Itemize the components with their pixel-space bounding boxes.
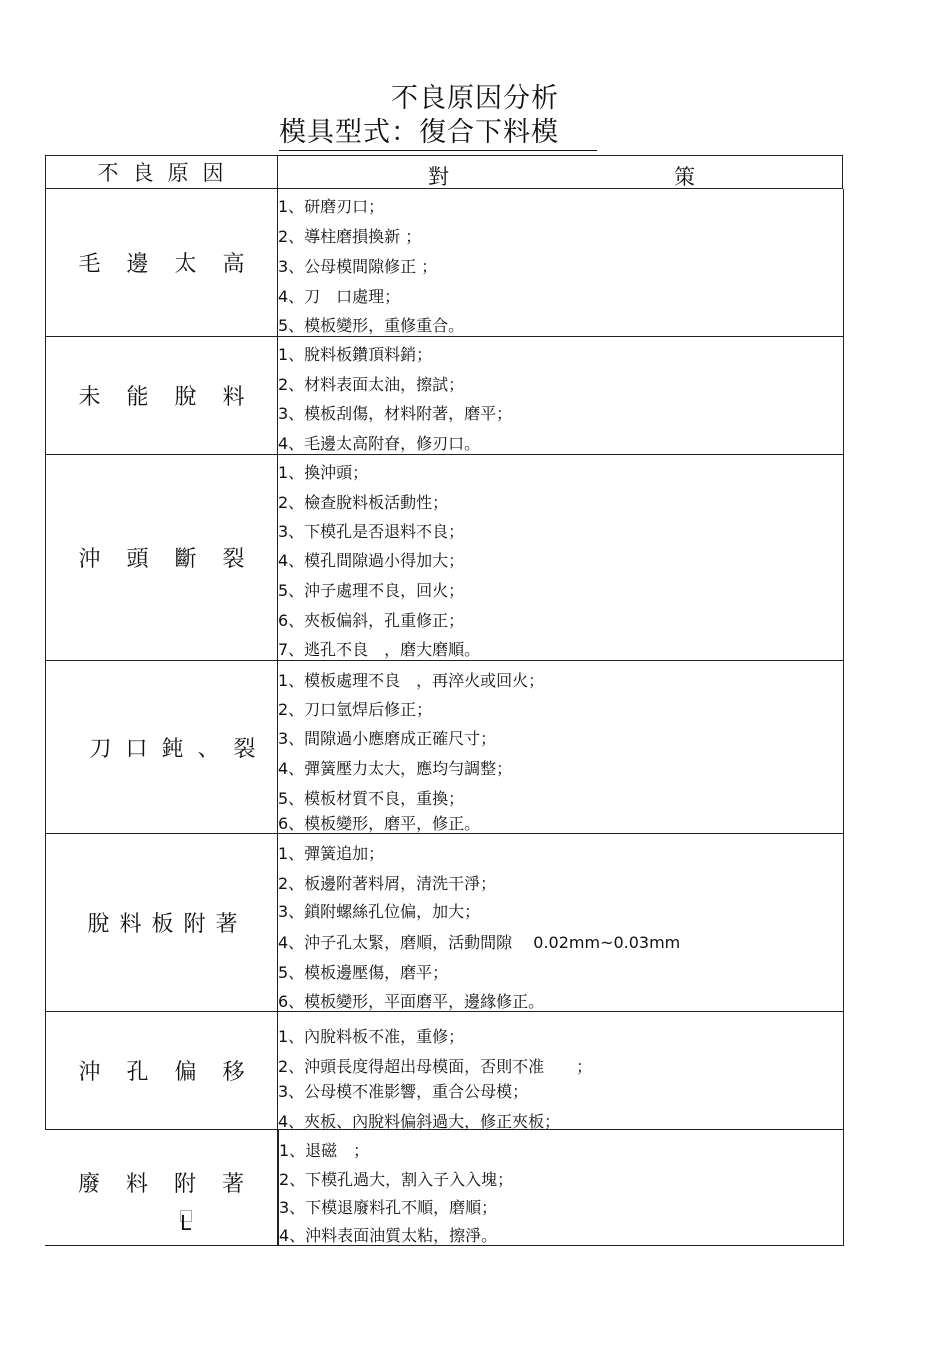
table-header [45, 155, 843, 189]
countermeasure-item: 5、模板邊壓傷，磨平； [278, 963, 449, 982]
countermeasure-item: 5、模板材質不良，重換； [278, 789, 465, 808]
countermeasure-item: 2、下模孔過大，割入子入入塊； [279, 1170, 514, 1189]
countermeasure-item: 4、彈簧壓力太大，應均勻調整； [278, 759, 513, 778]
countermeasure-item: 2、導柱磨損換新 ； [278, 227, 422, 246]
countermeasure-item: 4、模孔間隙過小得加大； [278, 551, 465, 570]
countermeasure-item: 4、沖料表面油質太粘，擦淨。 [279, 1226, 498, 1245]
countermeasure-item: 1、換沖頭； [278, 463, 369, 482]
table-row [45, 661, 844, 834]
countermeasure-item: 2、沖頭長度得超出母模面，否則不准 ； [278, 1057, 593, 1076]
countermeasure-item: 6、模板變形，平面磨平，邊緣修正。 [278, 992, 545, 1011]
countermeasure-list [278, 661, 844, 833]
countermeasure-item: 1、彈簧追加； [278, 844, 385, 863]
countermeasure-item: 3、模板刮傷，材料附著，磨平； [278, 404, 513, 423]
countermeasure-item: 1、退磁 ； [279, 1141, 370, 1160]
countermeasure-item: 5、沖子處理不良，回火； [278, 581, 465, 600]
countermeasure-item: 3、公母模不准影響，重合公母模； [278, 1082, 529, 1101]
countermeasure-item: 3、公母模間隙修正 ； [278, 257, 438, 276]
header-cause: 不良原因 [46, 156, 278, 188]
defect-cause: 毛邊太高 [45, 189, 278, 336]
countermeasure-list [278, 189, 844, 336]
header-countermeasure-2: 策 [674, 165, 695, 189]
countermeasure-list [278, 337, 844, 454]
defect-cause: 沖孔偏移 [45, 1012, 278, 1129]
countermeasure-list [278, 1012, 844, 1129]
table-row [45, 1012, 844, 1130]
countermeasure-item: 1、內脫料板不准，重修； [278, 1027, 465, 1046]
table-row [45, 455, 844, 661]
countermeasure-item: 6、模板變形，磨平，修正。 [278, 814, 481, 833]
countermeasure-item: 7、逃孔不良 ，磨大磨順。 [278, 640, 481, 659]
defect-cause: 未能脫料 [45, 337, 278, 454]
countermeasure-item: 2、材料表面太油，擦試； [278, 375, 465, 394]
countermeasure-item: 3、下模退廢料孔不順，磨順； [279, 1198, 498, 1217]
countermeasure-item: 2、板邊附著料屑，清洗干淨； [278, 874, 497, 893]
countermeasure-item: 3、間隙過小應磨成正確尺寸； [278, 729, 497, 748]
defect-cause: 脫料板附著 [45, 834, 278, 1011]
countermeasure-item: 1、模板處理不良 ，再淬火或回火； [278, 671, 545, 690]
countermeasure-item: 4、夾板、內脫料偏斜過大，修正夾板； [278, 1112, 561, 1131]
countermeasure-list [278, 455, 844, 660]
countermeasure-item: 2、刀口氫焊后修正； [278, 700, 433, 719]
stray-mark: L [180, 1211, 192, 1235]
countermeasure-item: 2、檢查脫料板活動性； [278, 493, 449, 512]
countermeasure-item: 1、脫料板鑽頂料銷； [278, 345, 433, 364]
countermeasure-item: 4、沖子孔太緊，磨順，活動間隙 0.02mm~0.03mm [278, 933, 681, 952]
table-row [45, 1130, 844, 1246]
countermeasure-list [278, 834, 844, 1011]
analysis-table [45, 189, 844, 1246]
defect-cause: 沖頭斷裂 [45, 455, 278, 660]
header-countermeasure-1: 對 [428, 165, 449, 189]
countermeasure-item: 5、模板變形，重修重合。 [278, 316, 465, 335]
countermeasure-list [278, 1130, 844, 1245]
mold-type-subtitle: 模具型式：復合下料模 [279, 116, 597, 151]
countermeasure-item: 1、研磨刃口； [278, 197, 385, 216]
defect-cause: 刀口鈍、裂 [45, 661, 278, 833]
table-row [45, 834, 844, 1012]
defect-cause: 廢料附著 [45, 1130, 278, 1245]
countermeasure-item: 3、鎖附螺絲孔位偏，加大； [278, 902, 481, 921]
table-row [45, 337, 844, 455]
countermeasure-item: 6、夾板偏斜，孔重修正； [278, 611, 465, 630]
countermeasure-item: 4、刀 口處理； [278, 287, 401, 306]
countermeasure-item: 4、毛邊太高附眘，修刃口。 [278, 434, 481, 453]
countermeasure-item: 3、下模孔是否退料不良； [278, 522, 465, 541]
table-row [45, 189, 844, 337]
page-title: 不良原因分析 [391, 83, 559, 114]
